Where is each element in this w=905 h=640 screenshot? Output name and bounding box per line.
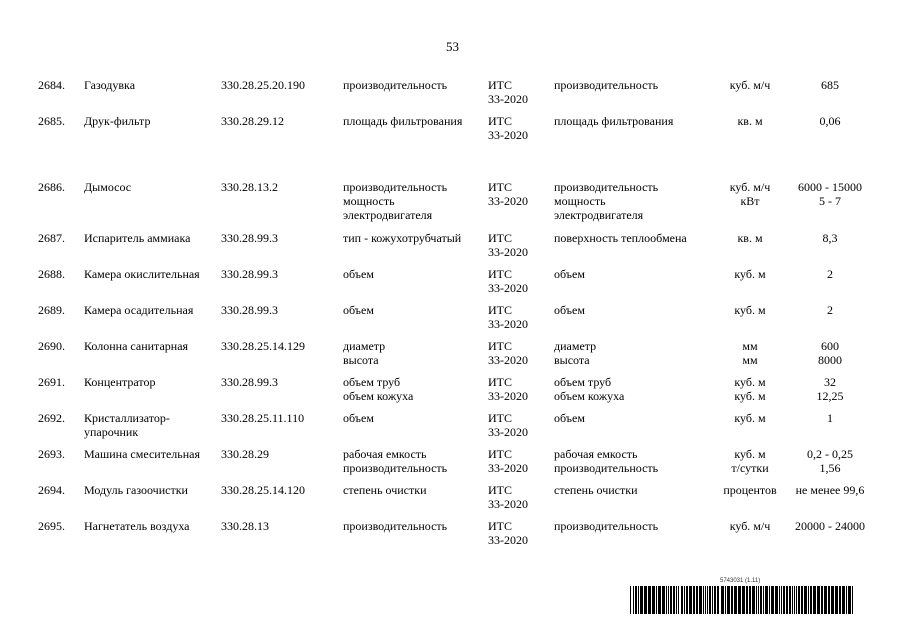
characteristic-ref-line: объем xyxy=(554,267,585,281)
value-line: 8000 xyxy=(818,353,842,367)
characteristic-line: тип - кожухотрубчатый xyxy=(343,231,462,245)
standard-ref xyxy=(488,303,528,331)
okpd-code: 330.28.13.2 xyxy=(221,180,278,194)
value xyxy=(780,519,880,533)
characteristic-ref xyxy=(554,267,585,281)
standard-ref-line: ИТС xyxy=(488,447,512,461)
equipment-name xyxy=(84,114,150,128)
row-number: 2695. xyxy=(38,519,65,533)
characteristic-line: мощность xyxy=(343,194,395,208)
standard-ref-line: ИТС xyxy=(488,339,512,353)
standard-ref xyxy=(488,78,528,106)
characteristic xyxy=(343,78,447,92)
standard-ref xyxy=(488,519,528,547)
characteristic-ref-line: степень очистки xyxy=(554,483,638,497)
equipment-name-line: Камера осадительная xyxy=(84,303,194,317)
value xyxy=(780,231,880,245)
okpd-code: 330.28.29 xyxy=(221,447,269,461)
value xyxy=(780,114,880,128)
value-line: 600 xyxy=(821,339,839,353)
equipment-name xyxy=(84,231,190,245)
characteristic-ref xyxy=(554,78,658,92)
characteristic-line: высота xyxy=(343,353,379,367)
characteristic-line: объем кожуха xyxy=(343,389,414,403)
value xyxy=(780,78,880,92)
standard-ref-line: ИТС xyxy=(488,78,512,92)
equipment-name xyxy=(84,180,131,194)
value xyxy=(780,339,880,367)
value xyxy=(780,411,880,425)
characteristic-line: диаметр xyxy=(343,339,386,353)
barcode xyxy=(630,586,856,614)
row-number: 2690. xyxy=(38,339,65,353)
equipment-name-line: Нагнетатель воздуха xyxy=(84,519,190,533)
characteristic xyxy=(343,180,447,222)
characteristic-line: рабочая емкость xyxy=(343,447,427,461)
standard-ref-line: ИТС xyxy=(488,483,512,497)
standard-ref xyxy=(488,180,528,208)
standard-ref-line: ИТС xyxy=(488,231,512,245)
okpd-code: 330.28.29.12 xyxy=(221,114,284,128)
characteristic-ref-line: поверхность теплообмена xyxy=(554,231,687,245)
standard-ref xyxy=(488,375,528,403)
unit-line: кв. м xyxy=(737,231,763,245)
row-number: 2687. xyxy=(38,231,65,245)
equipment-name-line: Концентратор xyxy=(84,375,156,389)
standard-ref-line: 33-2020 xyxy=(488,92,528,106)
value xyxy=(780,267,880,281)
unit-line: мм xyxy=(742,339,758,353)
standard-ref xyxy=(488,231,528,259)
standard-ref xyxy=(488,114,528,142)
equipment-name xyxy=(84,267,200,281)
characteristic-line: производительность xyxy=(343,519,448,533)
standard-ref-line: ИТС xyxy=(488,375,512,389)
standard-ref-line: ИТС xyxy=(488,411,512,425)
standard-ref-line: 33-2020 xyxy=(488,497,528,511)
characteristic-ref-line: электродвигателя xyxy=(554,208,644,222)
value-line: 12,25 xyxy=(816,389,844,403)
equipment-name xyxy=(84,447,200,461)
characteristic xyxy=(343,447,447,475)
value-line: 20000 - 24000 xyxy=(795,519,865,533)
unit-line: процентов xyxy=(723,483,777,497)
equipment-name-line: Испаритель аммиака xyxy=(84,231,191,245)
barcode-label: 5743031 (1.11) xyxy=(720,578,761,584)
equipment-name-line: Дымосос xyxy=(84,180,132,194)
standard-ref-line: ИТС xyxy=(488,180,512,194)
row-number: 2692. xyxy=(38,411,65,425)
okpd-code: 330.28.99.3 xyxy=(221,375,278,389)
unit-line: мм xyxy=(742,353,758,367)
characteristic-ref-line: производительность xyxy=(554,461,659,475)
standard-ref xyxy=(488,339,528,367)
okpd-code: 330.28.25.14.120 xyxy=(221,483,305,497)
characteristic-ref-line: мощность xyxy=(554,194,606,208)
standard-ref xyxy=(488,267,528,295)
row-number: 2689. xyxy=(38,303,65,317)
equipment-name-line: Друк-фильтр xyxy=(84,114,151,128)
unit-line: куб. м/ч xyxy=(729,180,771,194)
characteristic-ref-line: диаметр xyxy=(554,339,597,353)
unit-line: куб. м/ч xyxy=(729,519,771,533)
characteristic xyxy=(343,483,427,497)
standard-ref-line: 33-2020 xyxy=(488,389,528,403)
characteristic-ref xyxy=(554,231,687,245)
characteristic-line: объем xyxy=(343,303,374,317)
value-line: 1 xyxy=(827,411,833,425)
characteristic xyxy=(343,339,385,367)
equipment-name-line: Газодувка xyxy=(84,78,136,92)
value-line: не менее 99,6 xyxy=(795,483,865,497)
characteristic-ref xyxy=(554,303,585,317)
characteristic xyxy=(343,411,374,425)
characteristic xyxy=(343,231,461,245)
equipment-name-line: Камера окислительная xyxy=(84,267,200,281)
value-line: 0,2 - 0,25 xyxy=(807,447,853,461)
unit-line: куб. м/ч xyxy=(729,78,771,92)
characteristic-line: производительность xyxy=(343,180,448,194)
unit-line: кВт xyxy=(740,194,760,208)
standard-ref-line: 33-2020 xyxy=(488,245,528,259)
value-line: 685 xyxy=(821,78,839,92)
row-number: 2693. xyxy=(38,447,65,461)
characteristic xyxy=(343,375,413,403)
row-number: 2694. xyxy=(38,483,65,497)
unit-line: кв. м xyxy=(737,114,763,128)
unit-line: т/сутки xyxy=(731,461,769,475)
characteristic-ref-line: производительность xyxy=(554,180,659,194)
characteristic-ref xyxy=(554,483,638,497)
standard-ref-line: 33-2020 xyxy=(488,317,528,331)
characteristic-ref-line: объем труб xyxy=(554,375,612,389)
okpd-code: 330.28.99.3 xyxy=(221,303,278,317)
characteristic-ref-line: площадь фильтрования xyxy=(554,114,674,128)
row-number: 2688. xyxy=(38,267,65,281)
standard-ref-line: 33-2020 xyxy=(488,281,528,295)
value-line: 2 xyxy=(827,267,833,281)
characteristic-ref-line: производительность xyxy=(554,519,659,533)
characteristic-ref-line: объем кожуха xyxy=(554,389,625,403)
value xyxy=(780,303,880,317)
standard-ref-line: 33-2020 xyxy=(488,128,528,142)
equipment-name xyxy=(84,339,188,353)
characteristic xyxy=(343,303,374,317)
characteristic-line: объем xyxy=(343,267,374,281)
equipment-name xyxy=(84,303,193,317)
row-number: 2691. xyxy=(38,375,65,389)
row-number: 2685. xyxy=(38,114,65,128)
characteristic-line: объем труб xyxy=(343,375,401,389)
okpd-code: 330.28.13 xyxy=(221,519,269,533)
value xyxy=(780,375,880,403)
okpd-code: 330.28.25.11.110 xyxy=(221,411,305,425)
okpd-code: 330.28.99.3 xyxy=(221,231,278,245)
okpd-code: 330.28.99.3 xyxy=(221,267,278,281)
okpd-code: 330.28.25.14.129 xyxy=(221,339,305,353)
characteristic-ref xyxy=(554,180,658,222)
characteristic-ref-line: рабочая емкость xyxy=(554,447,638,461)
unit-line: куб. м xyxy=(734,411,766,425)
value xyxy=(780,483,880,497)
equipment-name xyxy=(84,78,135,92)
unit-line: куб. м xyxy=(734,389,766,403)
value xyxy=(780,180,880,208)
standard-ref xyxy=(488,483,528,511)
standard-ref-line: 33-2020 xyxy=(488,194,528,208)
value-line: 32 xyxy=(824,375,836,389)
standard-ref xyxy=(488,447,528,475)
unit-line: куб. м xyxy=(734,375,766,389)
value-line: 0,06 xyxy=(819,114,841,128)
equipment-name-line: Кристаллизатор- xyxy=(84,411,170,425)
row-number: 2684. xyxy=(38,78,65,92)
standard-ref-line: ИТС xyxy=(488,519,512,533)
characteristic xyxy=(343,267,374,281)
unit-line: куб. м xyxy=(734,447,766,461)
value-line: 8,3 xyxy=(822,231,838,245)
characteristic-ref xyxy=(554,114,673,128)
equipment-name-line: Машина смесительная xyxy=(84,447,200,461)
characteristic-ref xyxy=(554,447,658,475)
value-line: 5 - 7 xyxy=(819,194,841,208)
value-line: 2 xyxy=(827,303,833,317)
equipment-name xyxy=(84,411,170,439)
standard-ref-line: ИТС xyxy=(488,303,512,317)
standard-ref-line: 33-2020 xyxy=(488,461,528,475)
row-number: 2686. xyxy=(38,180,65,194)
characteristic-ref xyxy=(554,375,624,403)
equipment-name-line: упарочник xyxy=(84,425,139,439)
characteristic-ref-line: объем xyxy=(554,411,585,425)
unit-line: куб. м xyxy=(734,303,766,317)
characteristic-line: степень очистки xyxy=(343,483,427,497)
equipment-name-line: Колонна санитарная xyxy=(84,339,189,353)
standard-ref xyxy=(488,411,528,439)
equipment-name xyxy=(84,375,156,389)
equipment-name xyxy=(84,519,189,533)
page-number: 53 xyxy=(446,39,459,54)
standard-ref-line: ИТС xyxy=(488,114,512,128)
characteristic-line: производительность xyxy=(343,78,448,92)
equipment-name-line: Модуль газоочистки xyxy=(84,483,188,497)
characteristic xyxy=(343,519,447,533)
okpd-code: 330.28.25.20.190 xyxy=(221,78,305,92)
characteristic-line: площадь фильтрования xyxy=(343,114,463,128)
value-line: 1,56 xyxy=(819,461,841,475)
characteristic-ref xyxy=(554,339,596,367)
equipment-name xyxy=(84,483,188,497)
characteristic-line: объем xyxy=(343,411,374,425)
characteristic-line: электродвигателя xyxy=(343,208,433,222)
standard-ref-line: 33-2020 xyxy=(488,533,528,547)
characteristic-ref xyxy=(554,411,585,425)
standard-ref-line: ИТС xyxy=(488,267,512,281)
characteristic-ref xyxy=(554,519,658,533)
unit-line: куб. м xyxy=(734,267,766,281)
characteristic-line: производительность xyxy=(343,461,448,475)
characteristic-ref-line: высота xyxy=(554,353,590,367)
characteristic xyxy=(343,114,462,128)
value xyxy=(780,447,880,475)
value-line: 6000 - 15000 xyxy=(798,180,862,194)
characteristic-ref-line: производительность xyxy=(554,78,659,92)
standard-ref-line: 33-2020 xyxy=(488,353,528,367)
characteristic-ref-line: объем xyxy=(554,303,585,317)
standard-ref-line: 33-2020 xyxy=(488,425,528,439)
